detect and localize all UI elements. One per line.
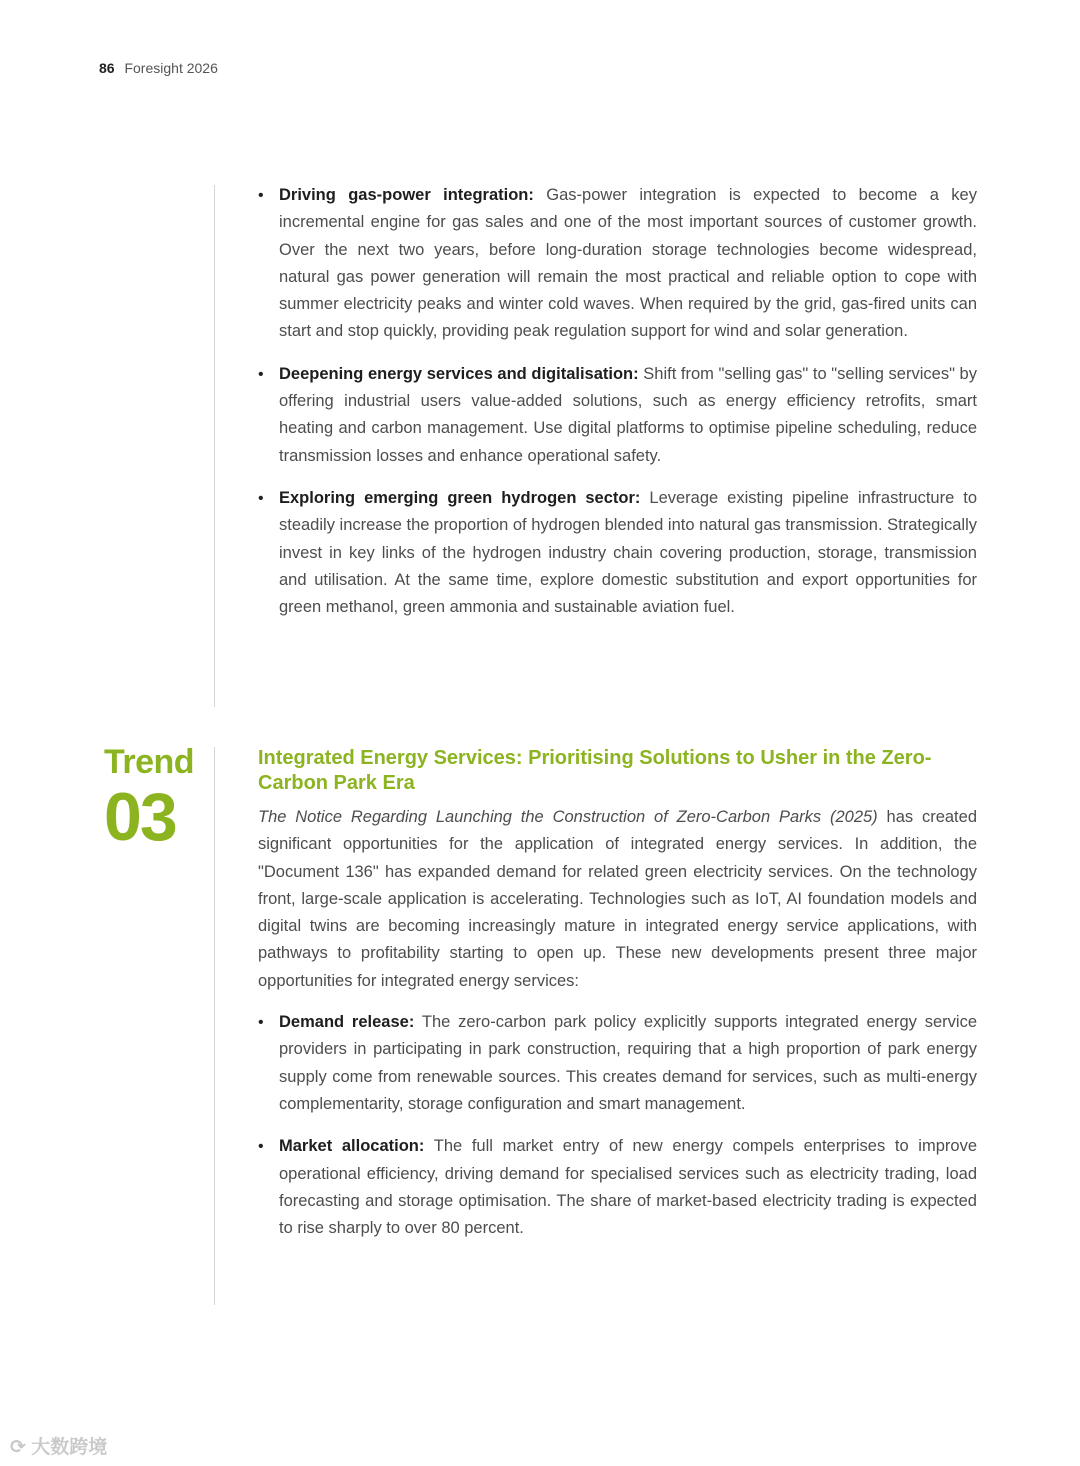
list-item	[258, 1009, 977, 1118]
watermark	[10, 1432, 107, 1459]
intro-paragraph	[258, 804, 977, 995]
bullet-dot: •	[258, 187, 264, 204]
bullet-text: The zero-carbon park policy explicitly supports integrated energy service providers in participating in park construction, requiring that a high proportion of park energy supply come from renewable sources. This creates demand for services, such as multi-energy complementarity, storage configuration and smart management.	[279, 1013, 977, 1113]
intro-text: has created significant opportunities for the application of integrated energy services. In addition, the "Document 136" has expanded demand for related green electricity services. On the technology front, large-scale application is accelerating. Technologies such as IoT, AI foundation models and digital twins are becoming increasingly mature in integrated energy service applications, with pathways to profitability starting to open up. These new developments present three major opportunities for integrated energy services:	[258, 808, 977, 990]
section-heading: Integrated Energy Services: Prioritising Solutions to Usher in the Zero-Carbon Park Era	[258, 747, 932, 794]
top-bullet-section	[258, 182, 977, 636]
bullet-dot: •	[258, 489, 264, 507]
trend-bullet-list	[258, 1009, 977, 1242]
bullet-dot: •	[258, 1138, 264, 1156]
bullet-term: Deepening energy services and digitalisation:	[279, 364, 639, 383]
list-item	[258, 485, 977, 621]
bullet-text: Shift from "selling gas" to "selling services" by offering industrial users value-added solutions, such as energy efficiency retrofits, smart heating and carbon management. Use digital platforms to optimise pipeline scheduling, reduce transmission losses and enhance operational safety.	[279, 364, 977, 465]
trend-label	[104, 743, 204, 855]
publication-title: Foresight 2026	[124, 60, 218, 76]
trend-word: Trend	[104, 743, 195, 781]
watermark-logo-icon: ⟳	[10, 1437, 26, 1458]
list-item	[258, 182, 977, 346]
trend-number: 03	[104, 779, 176, 855]
bullet-text: Leverage existing pipeline infrastructure to steadily increase the proportion of hydrogen blended into natural gas transmission. Strategically invest in key links of the hydrogen industry chain covering production, storage, transmission and utilisation. At the same time, explore domestic substitution and export opportunities for green methanol, green ammonia and sustainable aviation fuel.	[279, 488, 977, 617]
bullet-term: Exploring emerging green hydrogen sector:	[279, 488, 641, 507]
bullet-text: The full market entry of new energy compels enterprises to improve operational efficiency, driving demand for specialised services such as electricity trading, load forecasting and storage optimisation. The share of market-based electricity trading is expected to rise sharply to over 80 percent.	[279, 1137, 977, 1238]
list-item	[258, 1133, 977, 1242]
document-title: The Notice Regarding Launching the Construction of Zero-Carbon Parks (2025)	[258, 808, 878, 826]
bullet-dot: •	[258, 365, 264, 383]
list-item	[258, 361, 977, 470]
bullet-text: Gas-power integration is expected to become a key incremental engine for gas sales and one of the most important sources of customer growth. Over the next two years, before long-duration storage technologies become widespread, natural gas power generation will remain the most practical and reliable option to cope with summer electricity peaks and winter cold waves. When required by the grid, gas-fired units can start and stop quickly, providing peak regulation support for wind and solar generation.	[279, 186, 977, 341]
bullet-term: Driving gas-power integration:	[279, 186, 534, 204]
watermark-text: 大数跨境	[31, 1437, 108, 1458]
page-header	[99, 60, 218, 76]
page-number: 86	[99, 60, 115, 76]
trend-section	[258, 746, 977, 1257]
bullet-term: Market allocation:	[279, 1137, 425, 1156]
bullet-dot: •	[258, 1014, 264, 1032]
bullet-term: Demand release:	[279, 1013, 415, 1032]
section-divider-bottom	[214, 747, 215, 1305]
section-divider-top	[214, 185, 215, 707]
top-bullet-list	[258, 182, 977, 621]
